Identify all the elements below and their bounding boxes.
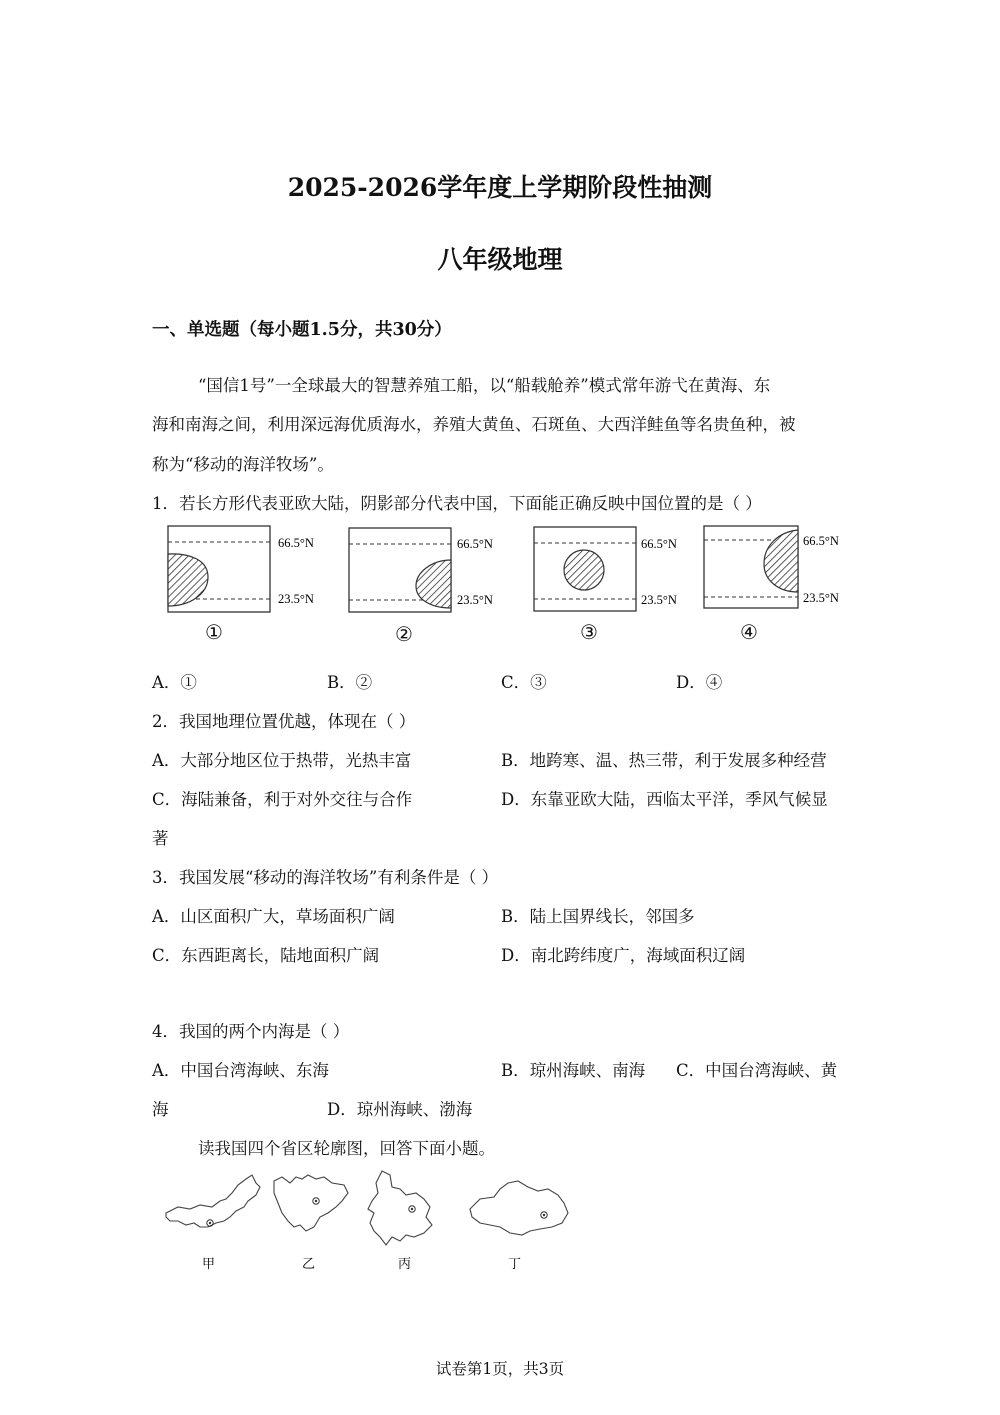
q3-stem: 3．我国发展“移动的海洋牧场”有利条件是（ ） xyxy=(152,868,499,887)
figure-label-3: ③ xyxy=(580,620,598,644)
q2-option-d-continued: 著 xyxy=(152,829,169,848)
q2-option-c[interactable]: C．海陆兼备，利于对外交往与合作 xyxy=(152,790,413,809)
lat-label-23: 23.5°N xyxy=(641,593,677,607)
q2-stem: 2．我国地理位置优越，体现在（ ） xyxy=(152,712,416,731)
q4-option-d[interactable]: D．琼州海峡、渤海 xyxy=(327,1100,473,1119)
lat-label-23: 23.5°N xyxy=(803,591,839,605)
q1-option-a[interactable]: A．① xyxy=(152,673,197,692)
q4-option-c[interactable]: C．中国台湾海峡、黄 xyxy=(676,1061,838,1080)
diagram-3 xyxy=(534,527,677,611)
q4-option-a[interactable]: A．中国台湾海峡、东海 xyxy=(152,1061,329,1080)
lat-label-66: 66.5°N xyxy=(457,537,493,551)
q4-stem: 4．我国的两个内海是（ ） xyxy=(152,1022,350,1041)
province-label-ding: 丁 xyxy=(508,1256,522,1271)
q4-option-b[interactable]: B．琼州海峡、南海 xyxy=(501,1061,646,1080)
province-outline-jia xyxy=(166,1175,260,1227)
exam-title: 2025-2026学年度上学期阶段性抽测 xyxy=(287,173,713,202)
diagram-1 xyxy=(168,526,314,612)
q3-option-b[interactable]: B．陆上国界线长，邻国多 xyxy=(501,907,695,926)
lat-label-66: 66.5°N xyxy=(278,536,314,550)
q4-option-c-continued: 海 xyxy=(152,1100,169,1119)
lat-label-23: 23.5°N xyxy=(278,592,314,606)
q1-option-d[interactable]: D．④ xyxy=(676,673,723,692)
figure-label-2: ② xyxy=(395,622,413,646)
lat-label-23: 23.5°N xyxy=(457,593,493,607)
province-label-jia: 甲 xyxy=(202,1256,216,1271)
q2-option-d[interactable]: D．东靠亚欧大陆，西临太平洋，季风气候显 xyxy=(501,790,828,809)
intro-line-1: “国信1号”一全球最大的智慧养殖工船，以“船载舱养”模式常年游弋在黄海、东 xyxy=(198,376,771,395)
province-outline-ding xyxy=(470,1181,568,1235)
lat-label-66: 66.5°N xyxy=(803,534,839,548)
q1-option-c[interactable]: C．③ xyxy=(501,673,547,692)
q2-option-b[interactable]: B．地跨寒、温、热三带，利于发展多种经营 xyxy=(501,751,827,770)
section-heading: 一、单选题（每小题1.5分，共30分） xyxy=(152,320,452,340)
q3-option-d[interactable]: D．南北跨纬度广，海域面积辽阔 xyxy=(501,946,746,965)
q1-stem: 1．若长方形代表亚欧大陆，阴影部分代表中国，下面能正确反映中国位置的是（ ） xyxy=(152,494,762,513)
intro-line-2: 海和南海之间，利用深远海优质海水，养殖大黄鱼、石斑鱼、大西洋鲑鱼等名贵鱼种，被 xyxy=(152,415,796,434)
page-footer: 试卷第1页，共3页 xyxy=(435,1360,565,1378)
province-outline-bing xyxy=(368,1171,432,1245)
exam-subtitle: 八年级地理 xyxy=(437,245,563,274)
intro-line-3: 称为“移动的海洋牧场”。 xyxy=(152,455,334,474)
province-label-bing: 丙 xyxy=(398,1256,412,1271)
q3-option-a[interactable]: A．山区面积广大，草场面积广阔 xyxy=(152,907,395,926)
q2-option-a[interactable]: A．大部分地区位于热带，光热丰富 xyxy=(152,751,412,770)
province-outline-yi xyxy=(274,1175,348,1231)
figure-label-1: ① xyxy=(205,620,223,644)
q3-option-c[interactable]: C．东西距离长，陆地面积广阔 xyxy=(152,946,380,965)
diagram-4 xyxy=(704,526,839,608)
diagram-2 xyxy=(349,528,493,612)
q1-option-b[interactable]: B．② xyxy=(327,673,373,692)
province-label-yi: 乙 xyxy=(302,1256,316,1271)
figure-label-4: ④ xyxy=(740,620,758,644)
province-outlines xyxy=(160,1165,580,1275)
reading-prompt: 读我国四个省区轮廓图，回答下面小题。 xyxy=(198,1139,495,1158)
lat-label-66: 66.5°N xyxy=(641,537,677,551)
